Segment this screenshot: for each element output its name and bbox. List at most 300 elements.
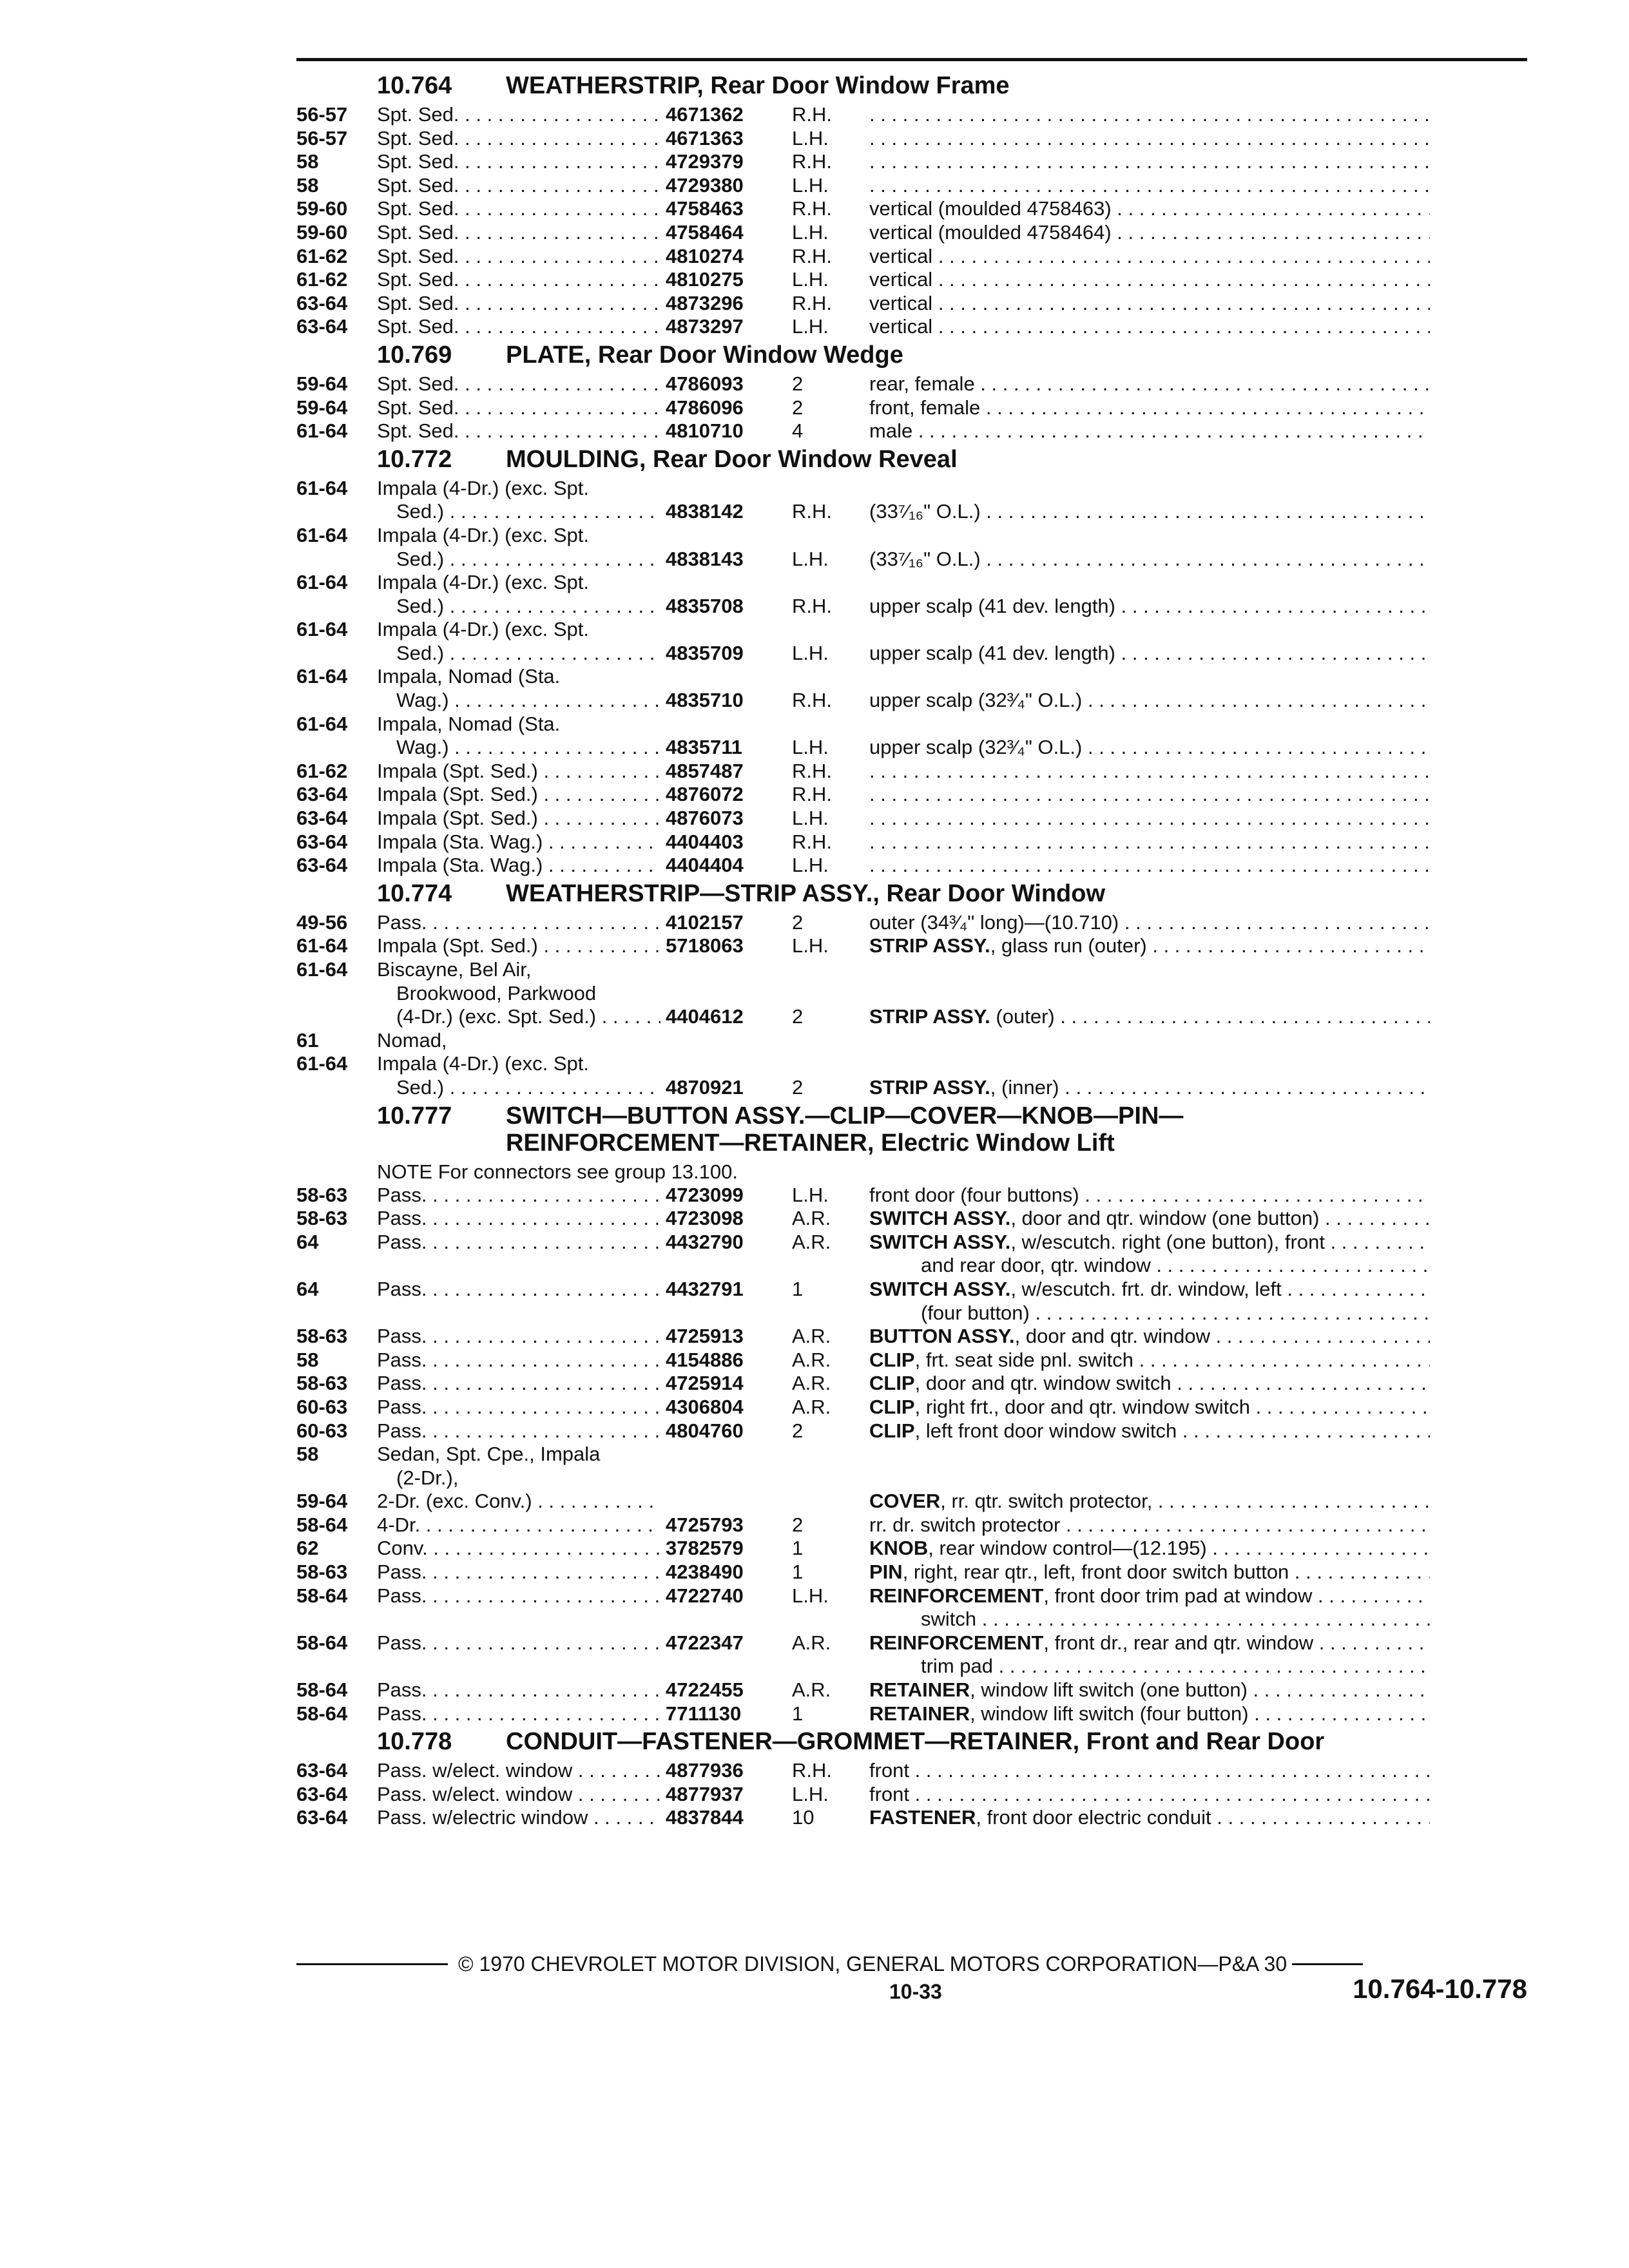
part-number: 4306804 [666, 1395, 744, 1418]
part-number: 4873297 [666, 315, 744, 338]
quantity: A.R. [792, 1207, 831, 1230]
parts-row [296, 197, 1527, 221]
model-year: 61-64 [296, 712, 348, 735]
part-number [660, 665, 788, 689]
quantity: L.H. [792, 126, 829, 149]
remark [869, 1076, 1430, 1100]
quantity: R.H. [792, 830, 832, 853]
quantity [788, 1443, 843, 1466]
model-year [296, 982, 377, 1006]
remark-text: front door (four buttons) [869, 1183, 1079, 1206]
model-description: Pass. . . . [377, 1231, 660, 1254]
section-title: CONDUIT—FASTENER—GROMMET—RETAINER, Front and Rear Door [506, 1728, 1325, 1756]
model-year [296, 689, 377, 713]
part-number: 4154886 [666, 1348, 744, 1371]
remark [869, 292, 1430, 316]
parts-row [296, 315, 1527, 339]
parts-row [296, 1076, 1527, 1100]
quantity: L.H. [792, 268, 829, 291]
remark [869, 372, 1430, 396]
remark [869, 1349, 1430, 1372]
quantity: R.H. [792, 103, 832, 126]
model-description: Pass. w/elect. window . . . [377, 1783, 660, 1807]
section-note: NOTE For connectors see group 13.100. [377, 1160, 738, 1183]
part-number: 4102157 [666, 910, 744, 934]
remark-item-name: SWITCH ASSY. [869, 1230, 1011, 1253]
model-year: 61-64 [296, 618, 348, 641]
model-year: 58 [296, 1348, 319, 1371]
parts-row [296, 783, 1527, 807]
remark-text: trim pad [921, 1655, 993, 1678]
model-description: Pass. . . . [377, 1396, 660, 1419]
model-description: Pass. . . . [377, 1702, 660, 1726]
quantity: L.H. [792, 1782, 829, 1805]
remark [869, 1325, 1430, 1349]
model-description: (2-Dr.), [396, 1466, 459, 1489]
remark-continued [869, 1655, 1430, 1678]
part-number: 4671362 [666, 103, 744, 126]
remark [869, 783, 1430, 807]
parts-row [296, 396, 1527, 420]
remark-text: switch [921, 1608, 977, 1631]
remark [869, 642, 1430, 666]
quantity [788, 571, 843, 595]
parts-row [296, 831, 1527, 854]
footer-line [296, 1952, 1527, 1976]
part-number: 4876073 [666, 807, 744, 830]
remark-text: upper scalp (32³⁄₄" O.L.) [869, 689, 1083, 712]
part-number [660, 713, 788, 736]
section-title-block [506, 446, 1527, 473]
model-description: Impala (Spt. Sed.) . . . [377, 934, 660, 958]
part-number: 4729379 [666, 150, 744, 173]
section-heading [296, 72, 1527, 99]
parts-row [296, 1490, 1527, 1514]
quantity [788, 524, 843, 548]
model-year [296, 1254, 377, 1278]
model-year [296, 548, 377, 572]
model-description: Impala (4-Dr.) (exc. Spt. [377, 476, 590, 499]
parts-row [296, 1759, 1527, 1783]
parts-row [296, 292, 1527, 316]
parts-row [296, 1584, 1527, 1608]
remark [869, 150, 1430, 174]
quantity: L.H. [792, 547, 829, 570]
quantity [788, 982, 843, 1006]
model-description: Sed.) . . . [377, 642, 660, 666]
quantity: R.H. [792, 759, 832, 782]
model-year: 61-62 [296, 244, 348, 267]
footer-rule-left [296, 1963, 448, 1965]
parts-row [296, 571, 1527, 595]
remark [869, 1584, 1430, 1608]
section-title-block [506, 341, 1527, 369]
remark-text: , window lift switch (one button) [970, 1678, 1248, 1702]
model-year: 56-57 [296, 126, 348, 149]
remark [869, 1561, 1430, 1584]
model-description: Spt. Sed. . . . [377, 268, 660, 292]
part-number: 4835709 [666, 641, 744, 664]
model-year: 59-60 [296, 197, 348, 220]
model-description: Pass. . . . [377, 1184, 660, 1207]
model-description [377, 1608, 660, 1631]
part-number: 4671363 [666, 126, 744, 149]
quantity [788, 1029, 843, 1053]
group-number: 10.774 [377, 879, 452, 907]
remark-item-name: RETAINER [869, 1678, 970, 1702]
model-description: Spt. Sed. . . . [377, 150, 660, 174]
model-description: Impala, Nomad (Sta. [377, 712, 561, 735]
quantity [788, 477, 843, 501]
quantity: L.H. [792, 220, 829, 244]
quantity: A.R. [792, 1348, 831, 1371]
remark [869, 571, 1430, 595]
model-description: Pass. . . . [377, 1278, 660, 1302]
model-year: 61-62 [296, 268, 348, 291]
remark [869, 1052, 1430, 1076]
remark [869, 268, 1430, 292]
quantity: R.H. [792, 197, 832, 220]
model-year: 58-64 [296, 1631, 348, 1654]
quantity: R.H. [792, 1759, 832, 1782]
part-number [660, 1052, 788, 1076]
section-title-cont: REINFORCEMENT—RETAINER, Electric Window Lift [506, 1129, 1115, 1157]
remark-item-name: KNOB [869, 1537, 929, 1560]
model-year: 58 [296, 150, 319, 173]
remark-continued [869, 1254, 1430, 1278]
part-number [660, 1302, 788, 1325]
quantity: A.R. [792, 1372, 831, 1395]
remark [869, 419, 1430, 443]
parts-row [296, 807, 1527, 831]
remark [869, 618, 1430, 642]
parts-row [296, 934, 1527, 958]
model-year: 61-64 [296, 419, 348, 443]
section-title-block [506, 880, 1527, 907]
remark-item-name: BUTTON ASSY. [869, 1325, 1015, 1348]
model-year: 63-64 [296, 807, 348, 830]
model-year: 60-63 [296, 1419, 348, 1442]
remark-item-name: SWITCH ASSY. [869, 1207, 1011, 1230]
parts-row [296, 736, 1527, 760]
remark-item-name: STRIP ASSY. [869, 934, 990, 957]
model-description: Pass. . . . [377, 1678, 660, 1702]
part-number [660, 1029, 788, 1053]
quantity [788, 1466, 843, 1490]
model-description: Spt. Sed. . . . [377, 221, 660, 245]
remark [869, 1278, 1430, 1302]
model-year: 58-63 [296, 1325, 348, 1348]
parts-row [296, 958, 1527, 982]
remark [869, 595, 1430, 619]
model-description: Spt. Sed. . . . [377, 127, 660, 151]
part-number: 4722347 [666, 1631, 744, 1654]
part-number: 4835708 [666, 594, 744, 617]
model-year: 61-64 [296, 934, 348, 957]
remark [869, 1678, 1430, 1702]
remark-text: , (inner) [990, 1075, 1059, 1099]
model-description: Pass. . . . [377, 1631, 660, 1655]
remark-item-name: STRIP ASSY. [869, 1075, 990, 1099]
remark-text: , left front door window switch [914, 1419, 1177, 1442]
quantity: 1 [792, 1277, 804, 1300]
model-description: Impala (4-Dr.) (exc. Spt. [377, 1052, 590, 1075]
remark-text: , rear window control—(12.195) [928, 1537, 1207, 1560]
remark [869, 854, 1430, 878]
quantity: 2 [792, 1005, 804, 1028]
model-description: Spt. Sed. . . . [377, 292, 660, 316]
remark [869, 1443, 1430, 1466]
page-footer [296, 1952, 1527, 2015]
parts-row [296, 372, 1527, 396]
remark [869, 548, 1430, 572]
remark [869, 524, 1430, 548]
quantity [788, 665, 843, 689]
model-description: Brookwood, Parkwood [396, 981, 597, 1004]
remark [869, 760, 1430, 783]
remark-text: vertical (moulded 4758463) [869, 197, 1112, 220]
parts-row [296, 1783, 1527, 1807]
model-description: Sed.) . . . [377, 500, 660, 524]
model-description: Nomad, [377, 1028, 447, 1052]
model-year: 59-60 [296, 220, 348, 244]
model-description: Impala (Sta. Wag.) . . . [377, 831, 660, 854]
remark [869, 736, 1430, 760]
parts-row [296, 982, 1527, 1006]
remark-text: , right frt., door and qtr. window switch [914, 1395, 1250, 1418]
model-description: Impala (Sta. Wag.) . . . [377, 854, 660, 878]
model-year [296, 1076, 377, 1100]
remark [869, 127, 1430, 151]
parts-row-continued [296, 1608, 1527, 1631]
remark-text: , frt. seat side pnl. switch [914, 1348, 1134, 1371]
remark [869, 1029, 1430, 1053]
remark-text: , front door trim pad at window [1043, 1584, 1313, 1607]
part-number [660, 1608, 788, 1631]
remark-text: vertical [869, 315, 933, 338]
section-title-block [506, 1728, 1527, 1755]
quantity: 2 [792, 396, 804, 419]
section-title: WEATHERSTRIP, Rear Door Window Frame [506, 72, 1010, 99]
parts-row [296, 1466, 1527, 1490]
part-number [660, 571, 788, 595]
model-description: Sed.) . . . [377, 595, 660, 619]
remark-text: , glass run (outer) [990, 934, 1147, 957]
remark [869, 982, 1430, 1006]
top-rule [296, 58, 1527, 61]
model-year: 64 [296, 1230, 319, 1253]
model-description: Pass. . . . [377, 1372, 660, 1396]
parts-row [296, 854, 1527, 878]
parts-row [296, 642, 1527, 666]
remark-text: , w/escutch. right (one button), front [1010, 1230, 1325, 1253]
part-number: 4725913 [666, 1325, 744, 1348]
model-description: Wag.) . . . [377, 736, 660, 760]
quantity: 2 [792, 1513, 804, 1536]
quantity: 10 [792, 1806, 815, 1829]
remark-text: , right, rear qtr., left, front door switch button [902, 1561, 1289, 1584]
model-year: 63-64 [296, 783, 348, 806]
remark-continued [869, 1608, 1430, 1631]
remark-item-name: CLIP [869, 1395, 915, 1418]
model-year: 58 [296, 1443, 319, 1466]
model-description: Sed.) . . . [377, 548, 660, 572]
model-description: Spt. Sed. . . . [377, 419, 660, 443]
model-year: 63-64 [296, 1806, 348, 1829]
model-description: Pass. w/elect. window . . . [377, 1759, 660, 1783]
section-title: WEATHERSTRIP—STRIP ASSY., Rear Door Window [506, 879, 1106, 907]
quantity [788, 1302, 843, 1325]
quantity: 2 [792, 1419, 804, 1442]
remark-text: male [869, 419, 913, 443]
part-number: 4870921 [666, 1075, 744, 1099]
part-number: 7711130 [666, 1702, 742, 1725]
model-description [377, 1655, 660, 1678]
remark-text: front [869, 1759, 910, 1782]
model-description: Pass. . . . [377, 1419, 660, 1443]
remark-text: (outer) [990, 1005, 1055, 1028]
model-description: Impala (Spt. Sed.) . . . [377, 807, 660, 831]
remark [869, 689, 1430, 713]
quantity [788, 618, 843, 642]
model-year: 63-64 [296, 291, 348, 314]
model-description: Pass. . . . [377, 1584, 660, 1608]
remark-item-name: STRIP ASSY. [869, 1005, 990, 1028]
section-heading [296, 1100, 1527, 1157]
model-description: Biscayne, Bel Air, [377, 958, 532, 981]
part-number: 4404612 [666, 1005, 744, 1028]
model-year: 58 [296, 173, 319, 197]
quantity: 2 [792, 1075, 804, 1099]
remark [869, 1702, 1430, 1726]
model-year: 59-64 [296, 372, 348, 395]
quantity: A.R. [792, 1325, 831, 1348]
remark-text: vertical [869, 291, 933, 314]
part-number [660, 1490, 788, 1514]
quantity: R.H. [792, 244, 832, 267]
part-number: 4810275 [666, 268, 744, 291]
remark [869, 315, 1430, 339]
quantity: 2 [792, 372, 804, 395]
remark-text: (33⁷⁄₁₆" O.L.) [869, 500, 981, 523]
part-number [660, 618, 788, 642]
quantity [788, 1655, 843, 1678]
remark-item-name: REINFORCEMENT [869, 1631, 1044, 1654]
model-year [296, 642, 377, 666]
parts-row-continued [296, 1302, 1527, 1325]
parts-row [296, 268, 1527, 292]
model-year: 58-63 [296, 1183, 348, 1206]
quantity [788, 958, 843, 982]
remark [869, 500, 1430, 524]
remark-item-name: FASTENER [869, 1806, 976, 1829]
parts-row [296, 1231, 1527, 1254]
remark-text: , door and qtr. window (one button) [1010, 1207, 1320, 1230]
part-number: 4723098 [666, 1207, 744, 1230]
parts-row [296, 1396, 1527, 1419]
model-description: Spt. Sed. . . . [377, 103, 660, 127]
quantity: 4 [792, 419, 804, 443]
parts-row [296, 1419, 1527, 1443]
quantity: L.H. [792, 315, 829, 338]
model-year: 59-64 [296, 396, 348, 419]
part-number: 4729380 [666, 173, 744, 197]
remark [869, 713, 1430, 736]
footer-bottom [296, 1976, 1527, 2015]
section-heading [296, 1725, 1527, 1755]
model-year [296, 595, 377, 619]
remark-text: , front door electric conduit [976, 1806, 1211, 1829]
remark [869, 174, 1430, 198]
model-year: 58-63 [296, 1372, 348, 1395]
model-year: 58-64 [296, 1702, 348, 1725]
part-number: 4725914 [666, 1372, 744, 1395]
part-number: 4835710 [666, 689, 744, 712]
remark-text: rr. dr. switch protector [869, 1513, 1061, 1536]
remark-text: rear, female [869, 372, 975, 395]
part-number: 4835711 [666, 736, 742, 759]
remark-text: , door and qtr. window [1014, 1325, 1210, 1348]
quantity: L.H. [792, 854, 829, 877]
parts-row [296, 1702, 1527, 1726]
part-number: 4722455 [666, 1678, 744, 1702]
parts-row [296, 1349, 1527, 1372]
model-description: Pass. . . . [377, 911, 660, 935]
model-description: Pass. . . . [377, 1349, 660, 1372]
parts-row-continued [296, 1254, 1527, 1278]
model-description: Impala (Spt. Sed.) . . . [377, 760, 660, 783]
part-number: 4873296 [666, 291, 744, 314]
remark [869, 911, 1430, 935]
remark-text: , front dr., rear and qtr. window [1043, 1631, 1314, 1654]
quantity: A.R. [792, 1631, 831, 1654]
model-year: 61-64 [296, 958, 348, 981]
model-year: 64 [296, 1277, 319, 1300]
part-number: 4758463 [666, 197, 744, 220]
parts-row [296, 524, 1527, 548]
quantity: L.H. [792, 934, 829, 957]
parts-row [296, 1029, 1527, 1053]
model-year [296, 1608, 377, 1631]
remark [869, 245, 1430, 269]
model-year: 58-64 [296, 1678, 348, 1702]
remark [869, 1184, 1430, 1207]
parts-row [296, 1184, 1527, 1207]
model-description: Conv. . . . [377, 1537, 660, 1561]
section-title: MOULDING, Rear Door Window Reveal [506, 445, 958, 473]
remark-text: (four button) [921, 1301, 1030, 1324]
model-year: 61-64 [296, 571, 348, 594]
section-title: PLATE, Rear Door Window Wedge [506, 341, 903, 369]
remark-text: vertical [869, 268, 933, 291]
quantity: 1 [792, 1537, 804, 1560]
remark [869, 1759, 1430, 1783]
model-year: 61-64 [296, 1052, 348, 1075]
parts-row [296, 760, 1527, 783]
parts-row [296, 548, 1527, 572]
parts-row [296, 419, 1527, 443]
remark-item-name: COVER [869, 1490, 941, 1513]
section-heading [296, 339, 1527, 369]
remark-item-name: CLIP [869, 1372, 915, 1395]
model-year [296, 1655, 377, 1678]
quantity: 1 [792, 1702, 804, 1725]
section-title: SWITCH—BUTTON ASSY.—CLIP—COVER—KNOB—PIN— [506, 1102, 1184, 1129]
part-number: 4857487 [666, 759, 744, 782]
remark [869, 1806, 1430, 1830]
part-number: 4723099 [666, 1183, 744, 1206]
parts-row [296, 1207, 1527, 1231]
